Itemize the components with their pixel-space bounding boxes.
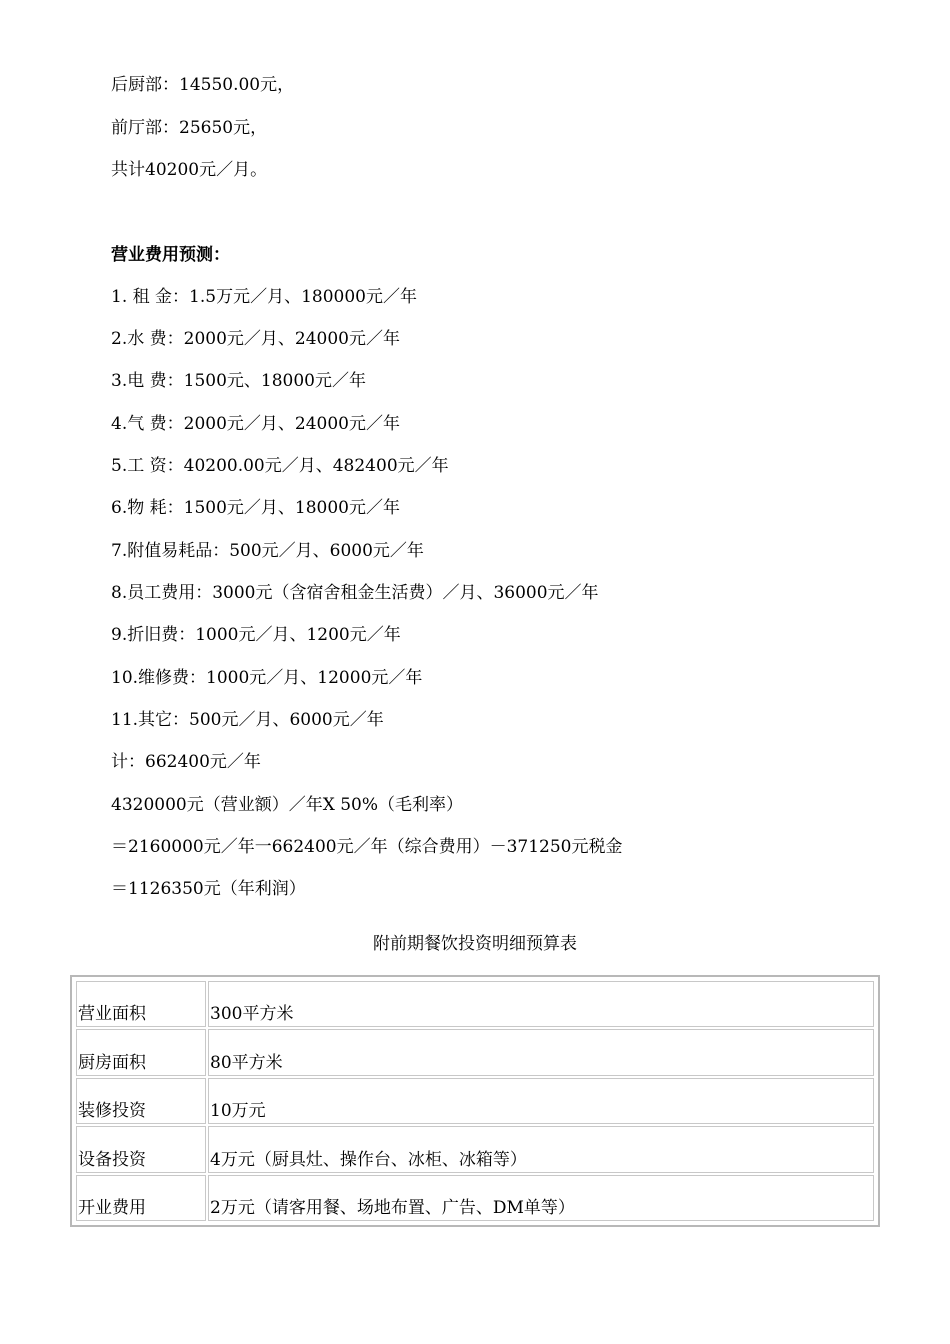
expense-heading: 营业费用预测： <box>111 245 230 265</box>
table-cell-label: 开业费用 <box>76 1175 206 1221</box>
expense-line: 7.附值易耗品：500元／月、6000元／年 <box>111 541 424 561</box>
expense-line: 8.员工费用：3000元（含宿舍租金生活费）／月、36000元／年 <box>111 583 599 603</box>
expense-line: 2.水 费：2000元／月、24000元／年 <box>111 329 400 349</box>
table-row <box>76 1175 874 1221</box>
table-cell-value: 10万元 <box>208 1078 874 1124</box>
calculation-line: ＝2160000元／年一662400元／年（综合费用）－371250元税金 <box>111 837 623 857</box>
expense-line: 4.气 费：2000元／月、24000元／年 <box>111 414 400 434</box>
table-cell-label: 营业面积 <box>76 981 206 1027</box>
expense-line: 9.折旧费：1000元／月、1200元／年 <box>111 625 401 645</box>
table-row <box>76 1078 874 1124</box>
expense-line: 1. 租 金：1.5万元／月、180000元／年 <box>111 287 417 307</box>
expense-line: 6.物 耗：1500元／月、18000元／年 <box>111 498 400 518</box>
table-cell-label: 装修投资 <box>76 1078 206 1124</box>
expense-line: 3.电 费：1500元、18000元／年 <box>111 371 366 391</box>
table-cell-label: 厨房面积 <box>76 1029 206 1075</box>
table-row <box>76 1029 874 1075</box>
table-cell-value: 2万元（请客用餐、场地布置、广告、DM单等） <box>208 1175 874 1221</box>
profit-line: ＝1126350元（年利润） <box>111 879 306 899</box>
table-row <box>76 1126 874 1172</box>
salary-line-front-hall: 前厅部：25650元， <box>111 118 268 138</box>
table-caption: 附前期餐饮投资明细预算表 <box>373 934 577 954</box>
calculation-line: 4320000元（营业额）／年X 50%（毛利率） <box>111 795 464 815</box>
table-cell-value: 4万元（厨具灶、操作台、冰柜、冰箱等） <box>208 1126 874 1172</box>
table-cell-value: 300平方米 <box>208 981 874 1027</box>
expense-line: 5.工 资：40200.00元／月、482400元／年 <box>111 456 449 476</box>
expense-total-line: 计：662400元／年 <box>111 752 261 772</box>
salary-line-kitchen: 后厨部：14550.00元， <box>111 75 295 95</box>
table-row <box>76 981 874 1027</box>
investment-budget-table <box>70 975 880 1227</box>
expense-line: 10.维修费：1000元／月、12000元／年 <box>111 668 423 688</box>
table-cell-value: 80平方米 <box>208 1029 874 1075</box>
salary-line-total: 共计40200元／月。 <box>111 160 268 180</box>
expense-line: 11.其它：500元／月、6000元／年 <box>111 710 384 730</box>
table-cell-label: 设备投资 <box>76 1126 206 1172</box>
